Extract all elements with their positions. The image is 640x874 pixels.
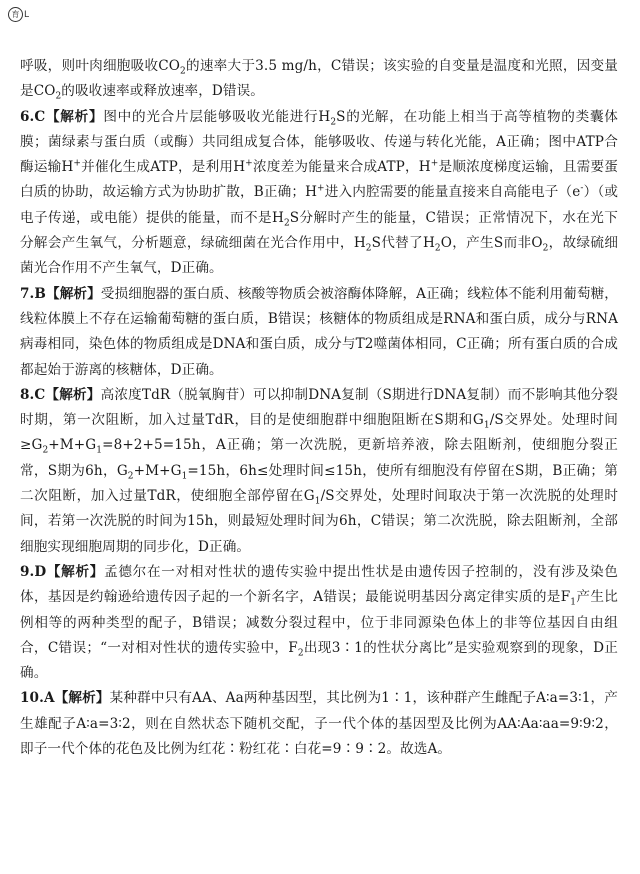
analysis-tag: 【解析】 xyxy=(45,386,101,403)
answer-9 xyxy=(20,560,618,686)
logo-circle-icon: 育 xyxy=(8,7,23,22)
analysis-tag: 【解析】 xyxy=(46,563,105,580)
paragraph-text: 受损细胞器的蛋白质、核酸等物质会被溶酶体降解，A正确；线粒体不能利用葡萄糖，线粒体膜上不存在运输葡萄糖的蛋白质，B错误；核糖体的物质组成是RNA和蛋白质，成分与RNA病毒相同，染色体的物质组成是DNA和蛋白质，成分与T2噬菌体相同，C正确；所有蛋白质的合成都起始于游离的核糖体，D正确。 xyxy=(20,285,618,378)
question-number: 6.C xyxy=(20,108,46,125)
answer-explanations xyxy=(20,54,618,762)
answer-10 xyxy=(20,686,618,762)
question-number: 9.D xyxy=(20,563,47,580)
paragraph-text: 图中的光合片层能够吸收光能进行$H_2S$的光解，在功能上相当于高等植物的类囊体膜；菌绿素与蛋白质（或酶）共同组成复合体，能够吸收、传递与转化光能，A正确；图中ATP合酶运输H+并催化生成ATP，是利用H+浓度差为能量来合成ATP，H+是顺浓度梯度运输，且需要蛋白质的协助，故运输方式为协助扩散，B正确；H+进入内腔需要的能量直接来自高能电子（e-）（或电子传递，或电能）提供的能量，而不是$H_2S$分解时产生的能量，C错误；正常情况下，水在光下分解会产生氧气，分析题意，绿硫细菌在光合作用中，$H_2S$代替了$H_2O$，产生S而非$O_2$，故绿硫细菌光合作用不产生氧气，D正确。 xyxy=(20,108,619,277)
paragraph-text: 高浓度TdR（脱氧胸苷）可以抑制DNA复制（S期进行DNA复制）而不影响其他分裂时期，第一次阻断，加入过量TdR，目的是使细胞群中细胞阻断在S期和$G_1/S$交界处。处理时间$\ge G_2+M+G_1=8+2+5=15h$，A正确；第一次洗脱，更新培养液，除去阻断剂，使细胞分裂正常，S期为6h，$G_2+M+G_1=15h$，6h≤处理时间≤15h，使所有细胞没有停留在S期，B正确；第二次阻断，加入过量TdR，使细胞全部停留在$G_1/S$交界处，处理时间取决于第一次洗脱的处理时间，若第一次洗脱的时间为15h，则最短处理时间为6h，C错误；第二次洗脱，除去阻断剂，全部细胞实现细胞周期的同步化，D正确。 xyxy=(20,386,619,555)
paragraph-text: 某种群中只有AA、Aa两种基因型，其比例为1∶1，该种群产生雌配子A∶a=3∶1，产生雄配子A∶a=3∶2，则在自然状态下随机交配，子一代个体的基因型及比例为AA∶Aa∶aa=9∶9∶2，即子一代个体的花色及比例为红花∶粉红花∶白花=9∶9∶2。故选A。 xyxy=(20,690,618,758)
question-number: 7.B xyxy=(20,285,46,302)
question-number: 10.A xyxy=(20,690,55,707)
paragraph-text: 呼吸，则叶肉细胞吸收$CO_2$的速率大于3.5 mg/h，C错误；该实验的自变量是温度和光照，因变量是$CO_2$的吸收速率或释放速率，D错误。 xyxy=(20,58,619,103)
logo-suffix: L xyxy=(24,9,30,20)
answer-7 xyxy=(20,282,618,383)
paragraph-continuation xyxy=(20,54,618,105)
analysis-tag: 【解析】 xyxy=(54,690,110,707)
analysis-tag: 【解析】 xyxy=(45,285,101,302)
answer-6 xyxy=(20,105,618,282)
publisher-logo xyxy=(8,7,29,22)
answer-8 xyxy=(20,383,618,560)
paragraph-text: 孟德尔在一对相对性状的遗传实验中提出性状是由遗传因子控制的，没有涉及染色体，基因是约翰逊给遗传因子起的一个新名字，A错误；最能说明基因分离定律实质的是$F_1$产生比例相等的两种类型的配子，B错误；减数分裂过程中，位于非同源染色体上的非等位基因自由组合，C错误；“一对相对性状的遗传实验中，$F_2$出现3∶1的性状分离比”是实验观察到的现象，D正确。 xyxy=(20,563,618,682)
question-number: 8.C xyxy=(20,386,46,403)
analysis-tag: 【解析】 xyxy=(45,108,104,125)
